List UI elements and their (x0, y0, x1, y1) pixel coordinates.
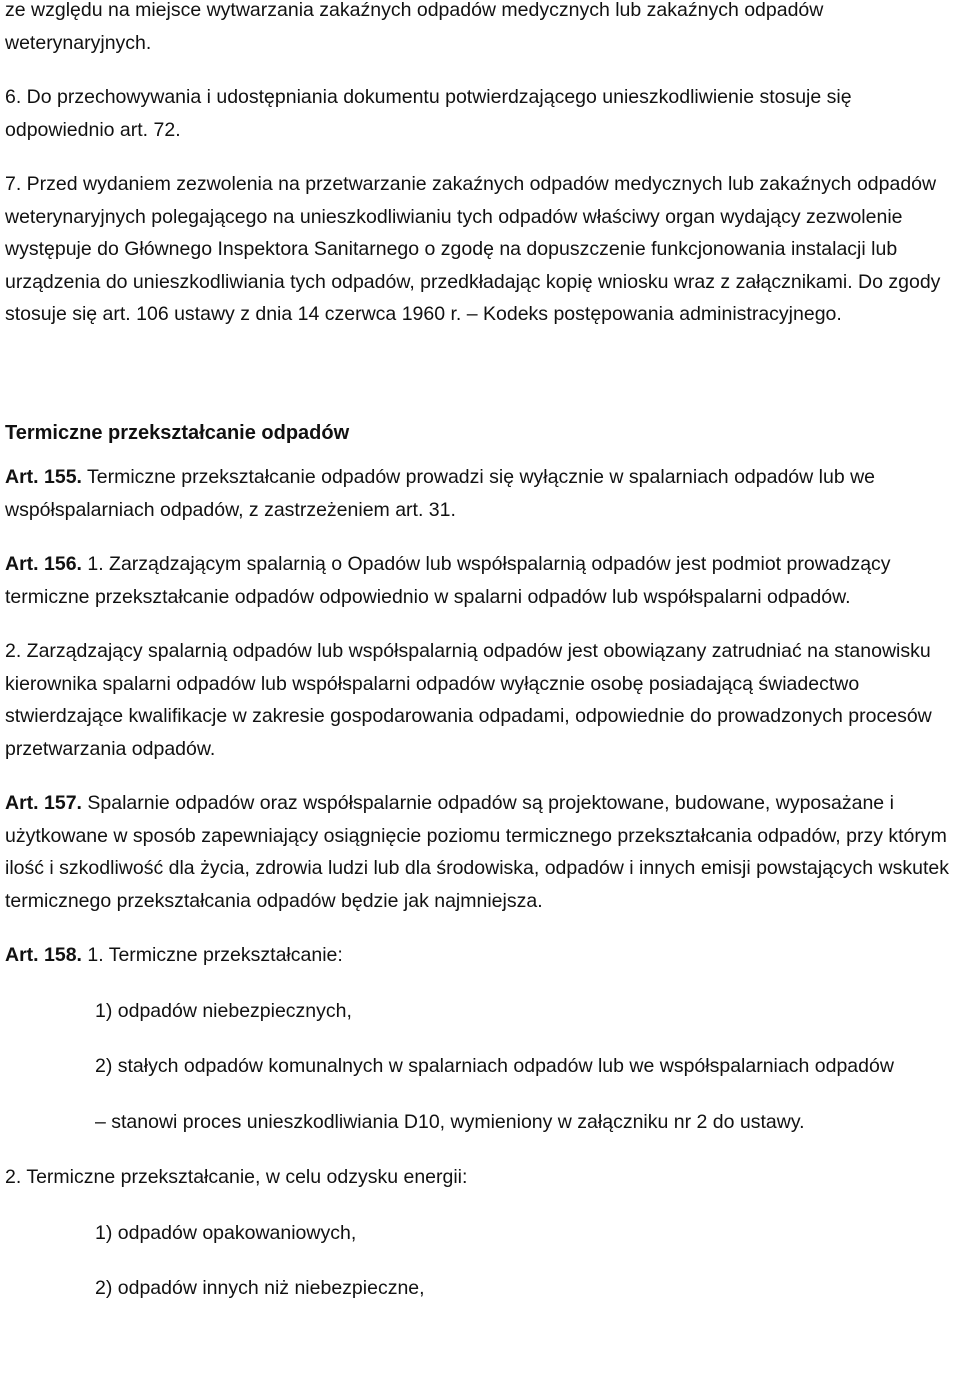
paragraph-intro: ze względu na miejsce wytwarzania zakaźnych odpadów medycznych lub zakaźnych odpadów weterynaryjnych. (5, 0, 824, 54)
list-item: 1) odpadów niebezpiecznych, (95, 999, 352, 1022)
article-158-point-2: 2. Termiczne przekształcanie, w celu odzysku energii: (5, 1166, 468, 1188)
article-156-point-2: 2. Zarządzający spalarnią odpadów lub współspalarnią odpadów jest obowiązany zatrudniać na stanowisku kierownika spalarni odpadów lub współspalarni odpadów wyłącznie osobę posiadającą świadectwo stwierdzające kwalifikacje w zakresie gospodarowania odpadami, odpowiednie do prowadzonych procesów przetwarzania odpadów. (5, 640, 932, 760)
list-item: 1) odpadów opakowaniowych, (95, 1221, 357, 1244)
article-156 (5, 548, 957, 613)
article-157 (5, 787, 957, 917)
article-155-text: Termiczne przekształcanie odpadów prowadzi się wyłącznie w spalarniach odpadów lub we współspalarniach odpadów, z zastrzeżeniem art. 31. (5, 466, 876, 521)
article-156-text: 1. Zarządzającym spalarnią o Opadów lub współspalarnią odpadów jest podmiot prowadzący termiczne przekształcanie odpadów odpowiednio w spalarni odpadów lub współspalarni odpadów. (5, 553, 891, 608)
list-item: 2) stałych odpadów komunalnych w spalarniach odpadów lub we współspalarniach odpadów (95, 1055, 894, 1077)
paragraph-point-6: 6. Do przechowywania i udostępniania dokumentu potwierdzającego unieszkodliwienie stosuje się odpowiednio art. 72. (5, 86, 852, 141)
list-tail: – stanowi proces unieszkodliwiania D10, wymieniony w załączniku nr 2 do ustawy. (95, 1110, 805, 1133)
paragraph-point-7: 7. Przed wydaniem zezwolenia na przetwarzanie zakaźnych odpadów medycznych lub zakaźnych odpadów weterynaryjnych polegającego na unieszkodliwianiu tych odpadów właściwy organ wydający zezwolenie występuje do Głównego Inspektora Sanitarnego o zgodę na dopuszczenie funkcjonowania instalacji lub urządzenia do unieszkodliwiania tych odpadów, przedkładając kopię wniosku wraz z załącznikami. Do zgody stosuje się art. 106 ustawy z dnia 14 czerwca 1960 r. – Kodeks postępowania administracyjnego. (5, 173, 941, 325)
article-157-text: Spalarnie odpadów oraz współspalarnie odpadów są projektowane, budowane, wyposażane i użytkowane w sposób zapewniający osiągnięcie poziomu termicznego przekształcania odpadów, przy którym ilość i szkodliwość dla życia, zdrowia ludzi lub dla środowiska, odpadów i innych emisji powstających wskutek termicznego przekształcania odpadów będzie jak najmniejsza. (5, 792, 949, 912)
article-158-label: Art. 158. (5, 944, 82, 966)
section-heading: Termiczne przekształcanie odpadów (5, 421, 350, 444)
article-156-label: Art. 156. (5, 553, 82, 575)
article-157-label: Art. 157. (5, 792, 82, 814)
article-155 (5, 461, 957, 526)
article-155-label: Art. 155. (5, 466, 82, 488)
list-item: 2) odpadów innych niż niebezpieczne, (95, 1277, 425, 1299)
article-158 (5, 939, 957, 972)
document-page (5, 0, 957, 1305)
article-158-text: 1. Termiczne przekształcanie: (81, 944, 343, 966)
